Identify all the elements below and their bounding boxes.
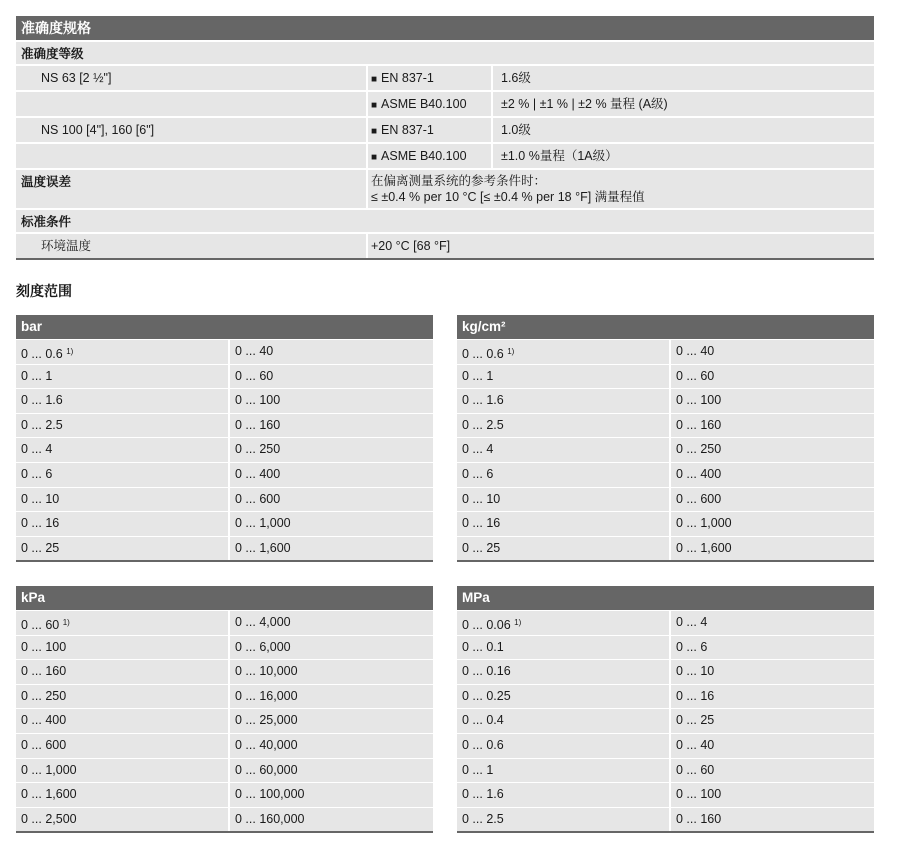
range-value-right: 0 ... 25,000	[228, 709, 433, 733]
range-row	[16, 339, 433, 364]
table-bottom-rule	[16, 831, 433, 833]
range-value-right: 0 ... 160	[669, 808, 874, 832]
range-row	[16, 487, 433, 512]
spec-row	[16, 64, 874, 90]
range-row	[457, 635, 874, 660]
range-value-right: 0 ... 60,000	[228, 759, 433, 783]
range-value-right: 0 ... 1,000	[669, 512, 874, 536]
square-bullet-icon: ■	[371, 74, 378, 85]
range-value-left: 0 ... 400	[21, 713, 67, 728]
range-value-right: 0 ... 4	[669, 611, 874, 635]
range-value-right: 0 ... 40	[669, 734, 874, 758]
range-value-left: 0 ... 100	[21, 639, 67, 654]
range-value-left: 0 ... 10	[462, 491, 501, 506]
range-row	[16, 684, 433, 709]
footnote-mark: 1)	[514, 618, 522, 627]
range-row	[16, 708, 433, 733]
range-value-right: 0 ... 25	[669, 709, 874, 733]
spec-row	[16, 90, 874, 116]
range-value-right: 0 ... 6	[669, 636, 874, 660]
range-row	[457, 413, 874, 438]
footnote-mark: 1)	[62, 618, 70, 627]
range-value-left: 0 ... 0.25	[462, 688, 511, 703]
temperature-error-row	[16, 168, 874, 208]
range-value-left: 0 ... 0.16	[462, 664, 511, 679]
range-value-right: 0 ... 6,000	[228, 636, 433, 660]
range-value-left: 0 ... 2,500	[21, 811, 77, 826]
range-row	[457, 339, 874, 364]
spec-row	[16, 142, 874, 168]
standard-value: 1.6级	[491, 66, 874, 90]
spec-row	[16, 116, 874, 142]
range-value-left: 0 ... 60 $^{1)}$	[21, 618, 70, 632]
range-value-right: 0 ... 160	[669, 414, 874, 438]
range-row	[16, 364, 433, 389]
range-value-left: 0 ... 250	[21, 688, 67, 703]
range-value-left: 0 ... 1.6	[21, 393, 63, 408]
range-value-left: 0 ... 10	[21, 491, 60, 506]
range-value-right: 0 ... 40,000	[228, 734, 433, 758]
range-value-right: 0 ... 400	[669, 463, 874, 487]
ambient-temperature-value: +20 °C [68 °F]	[366, 234, 874, 258]
range-row	[457, 487, 874, 512]
range-value-right: 0 ... 60	[669, 759, 874, 783]
temperature-error-line1: 在偏离测量系统的参考条件时：	[371, 174, 547, 188]
range-value-right: 0 ... 10,000	[228, 660, 433, 684]
range-row	[457, 388, 874, 413]
range-value-left: 0 ... 160	[21, 664, 67, 679]
range-value-left: 0 ... 0.1	[462, 639, 504, 654]
square-bullet-icon: ■	[371, 152, 378, 163]
gauge-size: NS 63 [2 ½"]	[41, 71, 112, 85]
range-row	[16, 536, 433, 561]
range-row	[16, 782, 433, 807]
footnote-mark: 1)	[507, 347, 515, 356]
gauge-size-cont	[16, 92, 366, 116]
range-value-right: 0 ... 160,000	[228, 808, 433, 832]
range-value-right: 0 ... 600	[228, 488, 433, 512]
range-value-left: 0 ... 2.5	[21, 417, 63, 432]
range-value-right: 0 ... 10	[669, 660, 874, 684]
range-value-right: 0 ... 250	[669, 438, 874, 462]
range-value-left: 0 ... 2.5	[462, 811, 504, 826]
range-value-left: 0 ... 2.5	[462, 417, 504, 432]
standard-value: ±1.0 %量程（1A级）	[491, 144, 874, 168]
range-row	[457, 462, 874, 487]
range-value-right: 0 ... 100	[669, 389, 874, 413]
range-row	[457, 659, 874, 684]
range-table-unit: kPa	[16, 586, 433, 610]
range-value-right: 0 ... 100	[669, 783, 874, 807]
range-value-right: 0 ... 1,000	[228, 512, 433, 536]
range-value-left: 0 ... 0.06 $^{1)}$	[462, 618, 522, 632]
range-table-unit: MPa	[457, 586, 874, 610]
temperature-error-label: 温度误差	[21, 175, 72, 189]
square-bullet-icon: ■	[371, 100, 378, 111]
range-value-left: 0 ... 1	[21, 368, 53, 383]
scale-ranges-title: 刻度范围	[16, 283, 72, 299]
reference-conditions-label: 标准条件	[16, 208, 874, 232]
range-value-right: 0 ... 40	[669, 340, 874, 364]
range-value-left: 0 ... 0.6 $^{1)}$	[462, 347, 515, 361]
range-row	[16, 610, 433, 635]
range-row	[457, 684, 874, 709]
range-value-left: 0 ... 0.6 $^{1)}$	[21, 347, 74, 361]
range-row	[16, 733, 433, 758]
range-value-left: 0 ... 6	[21, 466, 53, 481]
ambient-temperature-row	[16, 232, 874, 258]
range-row	[16, 807, 433, 832]
range-row	[457, 733, 874, 758]
standard-name: ■ EN 837-1	[366, 66, 491, 90]
range-row	[457, 807, 874, 832]
range-value-left: 0 ... 25	[462, 540, 501, 555]
temperature-error-line2: ≤ ±0.4 % per 10 °C [≤ ±0.4 % per 18 °F] 满量程值	[371, 190, 645, 204]
table-bottom-rule	[16, 560, 433, 562]
range-table-mpa	[457, 586, 874, 833]
range-row	[16, 437, 433, 462]
range-value-left: 0 ... 4	[462, 442, 494, 457]
range-value-left: 0 ... 16	[21, 516, 60, 531]
range-row	[457, 511, 874, 536]
range-value-left: 0 ... 0.4	[462, 713, 504, 728]
range-value-right: 0 ... 60	[228, 365, 433, 389]
range-row	[457, 782, 874, 807]
range-table-kgcm2	[457, 315, 874, 562]
range-value-left: 0 ... 1,000	[21, 762, 77, 777]
range-value-right: 0 ... 160	[228, 414, 433, 438]
accuracy-class-label: 准确度等级	[16, 40, 874, 64]
range-value-right: 0 ... 250	[228, 438, 433, 462]
range-value-right: 0 ... 16,000	[228, 685, 433, 709]
temperature-error-value	[366, 170, 874, 208]
standard-name: ■ EN 837-1	[366, 118, 491, 142]
range-value-right: 0 ... 100,000	[228, 783, 433, 807]
range-value-left: 0 ... 1.6	[462, 787, 504, 802]
range-row	[457, 610, 874, 635]
range-value-left: 0 ... 1	[462, 368, 494, 383]
standard-name: ■ ASME B40.100	[366, 92, 491, 116]
range-row	[16, 659, 433, 684]
range-value-left: 0 ... 25	[21, 540, 60, 555]
range-value-right: 0 ... 100	[228, 389, 433, 413]
gauge-size-cont	[16, 144, 366, 168]
range-row	[16, 413, 433, 438]
range-row	[457, 708, 874, 733]
range-value-right: 0 ... 1,600	[228, 537, 433, 561]
accuracy-spec-table	[16, 16, 874, 260]
range-row	[16, 511, 433, 536]
square-bullet-icon: ■	[371, 126, 378, 137]
range-row	[16, 462, 433, 487]
range-value-left: 0 ... 1,600	[21, 787, 77, 802]
range-value-left: 0 ... 4	[21, 442, 53, 457]
footnote-mark: 1)	[66, 347, 74, 356]
range-table-kpa	[16, 586, 433, 833]
ambient-temperature-label: 环境温度	[41, 239, 92, 253]
range-value-right: 0 ... 16	[669, 685, 874, 709]
range-value-left: 0 ... 600	[21, 737, 67, 752]
range-row	[16, 758, 433, 783]
range-value-right: 0 ... 60	[669, 365, 874, 389]
range-row	[457, 437, 874, 462]
range-row	[16, 388, 433, 413]
range-value-right: 0 ... 4,000	[228, 611, 433, 635]
range-row	[16, 635, 433, 660]
range-row	[457, 364, 874, 389]
table-bottom-rule	[16, 258, 874, 260]
range-value-right: 0 ... 400	[228, 463, 433, 487]
accuracy-spec-title: 准确度规格	[16, 16, 874, 40]
standard-value: ±2 % | ±1 % | ±2 % 量程 (A级)	[491, 92, 874, 116]
standard-value: 1.0级	[491, 118, 874, 142]
range-table-bar	[16, 315, 433, 562]
gauge-size: NS 100 [4"], 160 [6"]	[41, 123, 155, 137]
standard-name: ■ ASME B40.100	[366, 144, 491, 168]
range-table-unit: kg/cm²	[457, 315, 874, 339]
table-bottom-rule	[457, 560, 874, 562]
range-value-left: 0 ... 1	[462, 762, 494, 777]
range-value-right: 0 ... 1,600	[669, 537, 874, 561]
range-value-left: 0 ... 0.6	[462, 737, 504, 752]
range-table-unit: bar	[16, 315, 433, 339]
range-row	[457, 536, 874, 561]
table-bottom-rule	[457, 831, 874, 833]
range-value-left: 0 ... 6	[462, 466, 494, 481]
range-row	[457, 758, 874, 783]
range-value-right: 0 ... 600	[669, 488, 874, 512]
range-value-left: 0 ... 1.6	[462, 393, 504, 408]
range-value-right: 0 ... 40	[228, 340, 433, 364]
range-value-left: 0 ... 16	[462, 516, 501, 531]
